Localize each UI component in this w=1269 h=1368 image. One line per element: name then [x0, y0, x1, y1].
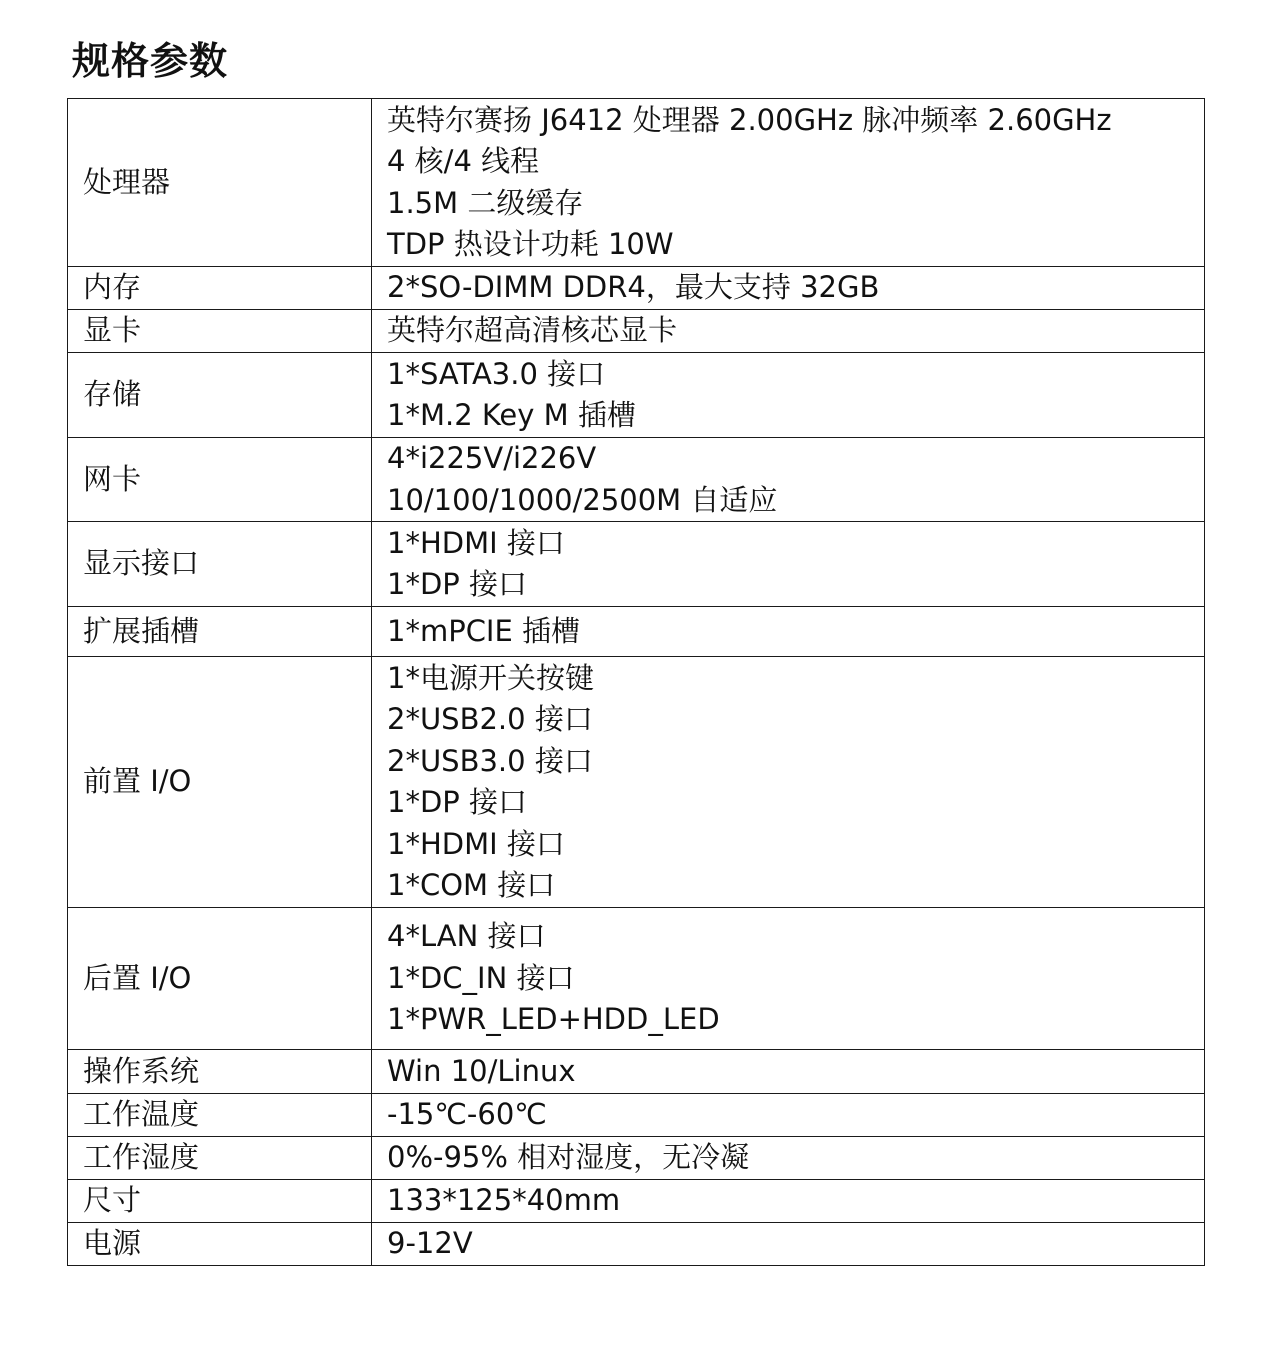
spec-label: 扩展插槽 [68, 607, 372, 657]
spec-label: 存储 [68, 353, 372, 438]
spec-value [372, 438, 1205, 522]
spec-row-temperature [68, 1094, 1205, 1137]
spec-value [372, 522, 1205, 607]
spec-value-line: 1*DC_IN 接口 [387, 960, 575, 995]
spec-row-network [68, 438, 1205, 522]
spec-value-line: 0%-95% 相对湿度，无冷凝 [387, 1140, 750, 1175]
spec-value-line: 2*USB3.0 接口 [387, 743, 593, 778]
spec-row-processor [68, 99, 1205, 267]
spec-row-memory [68, 267, 1205, 310]
spec-value-line: 1*COM 接口 [387, 868, 556, 902]
spec-value-line: 2*SO-DIMM DDR4，最大支持 32GB [387, 270, 880, 305]
spec-value-line: 1*HDMI 接口 [387, 826, 565, 861]
spec-value [372, 1094, 1205, 1137]
spec-value-line: 1*DP 接口 [387, 785, 527, 819]
spec-label: 内存 [68, 267, 372, 310]
spec-row-dimensions [68, 1180, 1205, 1223]
spec-value-line: 10/100/1000/2500M 自适应 [387, 482, 778, 517]
spec-label: 后置 I/O [68, 908, 372, 1050]
spec-row-graphics [68, 310, 1205, 353]
spec-value-line: 4*i225V/i226V [387, 441, 597, 475]
spec-row-expansion [68, 607, 1205, 657]
spec-value-line: Win 10/Linux [387, 1053, 576, 1088]
spec-label: 操作系统 [68, 1050, 372, 1094]
spec-label: 尺寸 [68, 1180, 372, 1223]
spec-value-line: 2*USB2.0 接口 [387, 702, 593, 736]
spec-label: 工作温度 [68, 1094, 372, 1137]
spec-value [372, 657, 1205, 908]
spec-value-line: 1*电源开关按键 [387, 660, 594, 695]
spec-row-front-io [68, 657, 1205, 908]
spec-value-line: 4*LAN 接口 [387, 919, 546, 954]
spec-label: 网卡 [68, 438, 372, 522]
spec-value-line: 英特尔赛扬 J6412 处理器 2.00GHz 脉冲频率 2.60GHz [387, 102, 1112, 137]
spec-label: 电源 [68, 1222, 372, 1265]
spec-value [372, 908, 1205, 1050]
spec-row-storage [68, 353, 1205, 438]
spec-value [372, 1050, 1205, 1094]
spec-value [372, 267, 1205, 310]
spec-value-line: 9-12V [387, 1225, 473, 1260]
spec-value-line: 1*SATA3.0 接口 [387, 356, 606, 391]
spec-value-line: -15℃-60℃ [387, 1097, 547, 1132]
spec-label: 显卡 [68, 310, 372, 353]
spec-value-line: 1*M.2 Key M 插槽 [387, 398, 636, 432]
spec-value-line: 1.5M 二级缓存 [387, 185, 584, 220]
spec-value-line: 1*DP 接口 [387, 567, 527, 601]
spec-value-line: 1*mPCIE 插槽 [387, 613, 581, 648]
spec-label: 处理器 [68, 99, 372, 267]
spec-value-line: 1*PWR_LED+HDD_LED [387, 1002, 720, 1037]
spec-label: 显示接口 [68, 522, 372, 607]
spec-value [372, 1137, 1205, 1180]
spec-row-power [68, 1222, 1205, 1265]
spec-row-rear-io [68, 908, 1205, 1050]
spec-value [372, 1222, 1205, 1265]
spec-row-os [68, 1050, 1205, 1094]
spec-label: 前置 I/O [68, 657, 372, 908]
spec-label: 工作湿度 [68, 1137, 372, 1180]
spec-row-humidity [68, 1137, 1205, 1180]
spec-value [372, 353, 1205, 438]
spec-value-line: TDP 热设计功耗 10W [387, 227, 674, 261]
spec-value [372, 1180, 1205, 1223]
spec-value [372, 310, 1205, 353]
spec-value-line: 1*HDMI 接口 [387, 525, 565, 560]
spec-value-line: 133*125*40mm [387, 1183, 621, 1217]
spec-row-display-ports [68, 522, 1205, 607]
spec-value-line: 4 核/4 线程 [387, 144, 540, 178]
page-title: 规格参数 [72, 39, 229, 83]
spec-value [372, 607, 1205, 657]
spec-value-line: 英特尔超高清核芯显卡 [387, 313, 678, 348]
spec-table [67, 98, 1205, 1266]
spec-value [372, 99, 1205, 267]
